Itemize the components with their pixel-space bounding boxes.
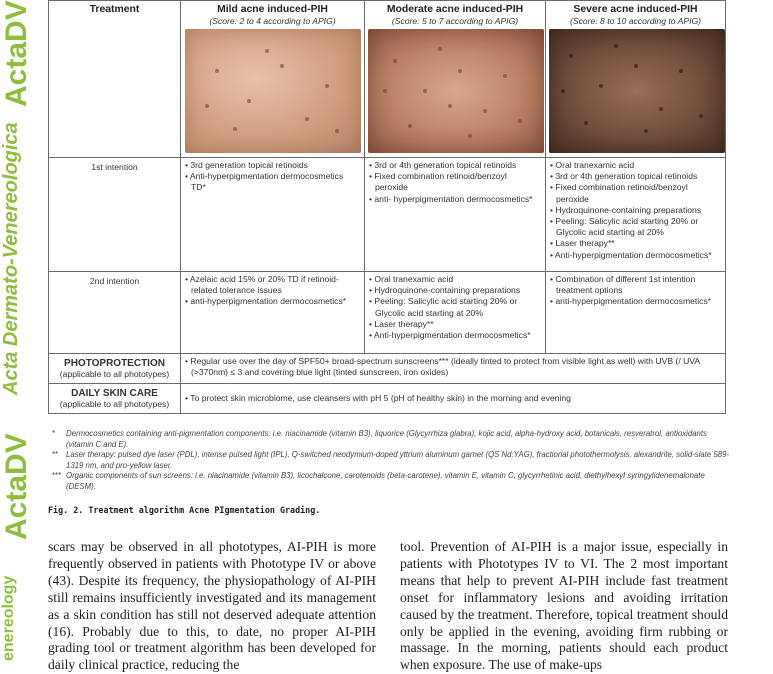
severe-pih-photo (549, 29, 725, 153)
second-intention-label: 2nd intention (49, 272, 181, 354)
treatment-table (48, 0, 725, 414)
treatment-item: • Fixed combination retinoid/benzoyl peroxide (550, 182, 721, 204)
footnotes (52, 429, 732, 493)
header-treatment: Treatment (49, 1, 181, 158)
treatment-item: • Combination of different 1st intention treatment options (550, 274, 721, 296)
journal-logo-text-2: ActaDV (0, 433, 33, 540)
daily-care-text: • To protect skin microbiome, use cleansers with pH 5 (pH of healthy skin) in the morning and evening (181, 384, 726, 414)
header-mild (181, 1, 365, 158)
mild-pih-photo (185, 29, 361, 153)
table-header-row (49, 1, 726, 158)
treatment-item: • Peeling: Salicylic acid starting 20% or Glycolic acid starting at 20% (550, 216, 721, 238)
photoprotection-text: • Regular use over the day of SPF50+ broad-spectrum sunscreens*** (ideally tinted to protect from visible light as well) with UVB (/ UVA (>370nm) ≤ 3 and covering blue light (tinted sunscreen, iron oxides) (181, 354, 726, 384)
footnote: * Dermocosmetics containing anti-pigmentation components: i.e. niacinamide (vitamin B3), liquorice (Glycyrrhiza glabra), kojic acid, alpha-hydroxy acid, botanicals, resveratrol, antioxidants (vitamin C and E). (52, 429, 707, 449)
daily-care-label: DAILY SKIN CARE (applicable to all phototypes) (49, 384, 181, 414)
journal-name-text-2: enereology (0, 575, 17, 661)
treatment-item: • 3rd generation topical retinoids (185, 160, 360, 171)
body-column-right: tool. Prevention of AI-PIH is a major issue, especially in patients with Phototypes IV to VI. The 2 most important means that help to prevent AI-PIH include fast treatment onset for inflammatory lesions and avoiding irritation caused by the treatment. Therefore, topical treatment should only be applied in the evening, avoiding firm rubbing or massage. In the morning, patients should each product when exposure. The use of make-ups (400, 539, 728, 673)
treatment-item: • Anti-hyperpigmentation dermocosmetics TD* (185, 171, 360, 193)
second-mild-cell (181, 272, 365, 354)
second-moderate-cell (365, 272, 546, 354)
treatment-item: • anti-hyperpigmentation dermocosmetics* (185, 296, 360, 307)
treatment-item: • Fixed combination retinoid/benzoyl peroxide (369, 171, 541, 193)
footnote: *** Organic components of sun screens: i.e. niacinamide (vitamin B3), licochalcone, carotenoids (beta-carotene), vitamin E, vitamin C, glycyrrhetinic acid, diethylhexyl syringylidenemalonate (DESM). (52, 471, 705, 491)
treatment-item: • Laser therapy** (369, 319, 541, 330)
treatment-item: • Hydroquinone-containing preparations (369, 285, 541, 296)
treatment-item: • Hydroquinone-containing preparations (550, 205, 721, 216)
treatment-item: • 3rd or 4th generation topical retinoids (369, 160, 541, 171)
figure-caption: Fig. 2. Treatment algorithm Acne PIgmentation Grading. (48, 505, 321, 515)
first-intention-label: 1st intention (49, 158, 181, 272)
journal-logo-text: ActaDV (0, 0, 33, 107)
mild-title: Mild acne induced-PIH (217, 4, 328, 15)
treatment-item: • anti-hyperpigmentation dermocosmetics* (550, 296, 721, 307)
journal-sidebar (0, 0, 40, 661)
treatment-item: • anti- hyperpigmentation dermocosmetics* (369, 194, 541, 205)
treatment-item: • Oral tranexamic acid (550, 160, 721, 171)
table-row-first-intention (49, 158, 726, 272)
moderate-subtitle: (Score: 5 to 7 according to APIG) (391, 16, 519, 26)
first-severe-cell (546, 158, 726, 272)
severe-subtitle: (Score: 8 to 10 according to APIG) (569, 16, 702, 26)
treatment-item: • Oral tranexamic acid (369, 274, 541, 285)
treatment-item: • Peeling: Salicylic acid starting 20% or Glycolic acid starting at 20% (369, 296, 541, 318)
treatment-item: • Anti-hyperpigmentation dermocosmetics* (550, 250, 721, 261)
first-moderate-cell (365, 158, 546, 272)
photoprotection-label: PHOTOPROTECTION (applicable to all phototypes) (49, 354, 181, 384)
first-mild-cell (181, 158, 365, 272)
footnote: ** Laser therapy: pulsed dye laser (PDL), intense pulsed light (IPL), Q-switched neodymium-doped yttrium aluminum garnet (QS Nd:YAG), fractional photothermolysis, alexandrite, solid-slate 589-1319 nm, and pro-yellow laser. (52, 450, 730, 470)
treatment-item: • Laser therapy** (550, 238, 721, 249)
treatment-item: • Anti-hyperpigmentation dermocosmetics* (369, 330, 541, 341)
treatment-item: • 3rd or 4th generation topical retinoids (550, 171, 721, 182)
mild-subtitle: (Score: 2 to 4 according to APIG) (209, 16, 336, 26)
table-row-second-intention (49, 272, 726, 354)
journal-name-text: Acta Dermato-Venereologica (0, 122, 22, 395)
moderate-title: Moderate acne induced-PIH (386, 4, 524, 15)
treatment-item: • Azelaic acid 15% or 20% TD if retinoid-related tolerance issues (185, 274, 360, 296)
body-column-left: scars may be observed in all phototypes, AI-PIH is more frequently observed in patients with Phototype IV or above (43). Despite its frequency, the physiopathology of AI-PIH still remains insufficiently investigated and its management as a skin condition has still not deserved adequate attention (16). Probably due to this, to date, no proper AI-PIH grading tool or treatment algorithm has been developed for daily clinical practice, reducing the (48, 539, 376, 673)
moderate-pih-photo (368, 29, 544, 153)
header-moderate (365, 1, 546, 158)
table-row-daily-care (49, 384, 726, 414)
header-severe (546, 1, 726, 158)
second-severe-cell (546, 272, 726, 354)
severe-title: Severe acne induced-PIH (573, 4, 698, 15)
table-row-photoprotection (49, 354, 726, 384)
